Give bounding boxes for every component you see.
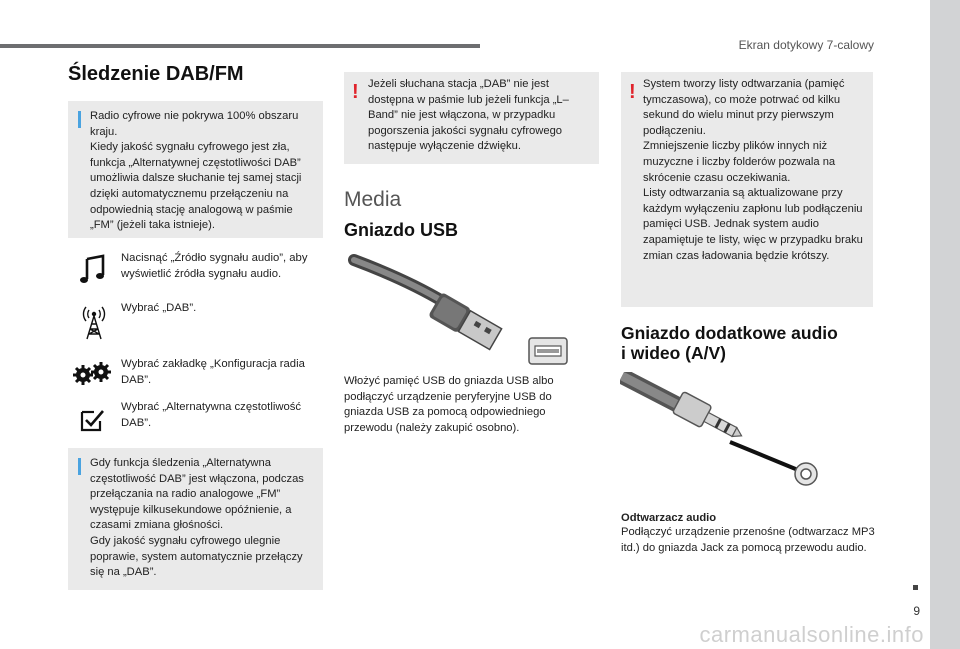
- step-dab-config: [76, 357, 326, 397]
- section-header: Ekran dotykowy 7-calowy: [738, 38, 874, 52]
- warning-text-dab: Jeżeli słuchana stacja „DAB” nie jest dostępna w paśmie lub jeżeli funkcja „L–Band” nie jest włączona, w przypadku pogorszenia jakości sygnału cyfrowego następuje wyłączenie dźwięku.: [368, 78, 569, 153]
- info-icon: [78, 111, 81, 128]
- checkbox-icon: [76, 402, 112, 438]
- step-dab: [76, 301, 326, 341]
- section-title-dab-fm: Śledzenie DAB/FM: [68, 63, 244, 85]
- page-dot: [913, 585, 918, 590]
- player-label: Odtwarzacz audio: [621, 512, 717, 524]
- warning-text-playlists: System tworzy listy odtwarzania (pamięć tymczasowa), co może potrwać od kilku sekund do wielu minut przy pierwszym podłączeniu. Zmniejszenie liczby plików innych niż muzyczne i liczby folderów pozwala na skrócenie czasu oczekiwania. Listy odtwarzania są aktualizowane przy każdym wyłączeniu zapłonu lub podłączeniu pamięci USB. Jednak system audio zapamiętuje te listy, więc w przypadku braku zmian czas ładowania będzie krótszy.: [643, 78, 863, 262]
- info-box-dab: [68, 101, 323, 238]
- step-audio-source: [76, 251, 326, 291]
- step-text: Wybrać zakładkę „Konfiguracja radia DAB”.: [121, 358, 305, 386]
- info-text-dab: Radio cyfrowe nie pokrywa 100% obszaru kraju. Kiedy jakość sygnału cyfrowego jest zła, funkcja „Alternatywnej częstotliwości DAB” umożliwia dalsze słuchanie tej samej stacji dzięki automatycznemu przełączeniu na odpowiednią stację analogową w paśmie „FM” (jeżeli taka istnieje).: [90, 110, 302, 232]
- info-text-tracking: Gdy funkcja śledzenia „Alternatywna częstotliwość DAB” jest włączona, podczas przełączania na radio analogowe „FM” występuje kilkusekundowe opóźnienie, a czasami zmiana głośności. Gdy jakość sygnału cyfrowego ulegnie poprawie, system automatycznie przełączy się na „DAB”.: [90, 457, 304, 579]
- usb-plug-illustration: [344, 250, 584, 370]
- warning-box-dab: [344, 72, 599, 164]
- step-text: Wybrać „DAB”.: [121, 302, 197, 314]
- info-icon: [78, 458, 81, 475]
- step-alt-frequency: [76, 400, 326, 440]
- section-title-media: Media: [344, 188, 402, 211]
- warning-icon: !: [352, 81, 359, 103]
- watermark: carmanualsonline.info: [699, 622, 924, 647]
- step-text: Wybrać „Alternatywna częstotliwość DAB”.: [121, 401, 302, 429]
- music-note-icon: [76, 251, 112, 287]
- jack-plug-illustration: [620, 372, 860, 502]
- section-title-av: Gniazdo dodatkowe audio i wideo (A/V): [621, 323, 838, 363]
- page-number: 9: [913, 604, 920, 618]
- usb-text: Włożyć pamięć USB do gniazda USB albo podłączyć urządzenie peryferyjne USB do gniazda USB za pomocą odpowiedniego przewodu (należy zakupić osobno).: [344, 375, 554, 434]
- side-strip: [930, 0, 960, 649]
- info-box-tracking: [68, 448, 323, 590]
- warning-box-playlists: [621, 72, 873, 307]
- section-title-usb: Gniazdo USB: [344, 220, 459, 240]
- step-text: Nacisnąć „Źródło sygnału audio”, aby wyświetlić źródła sygnału audio.: [121, 252, 308, 280]
- antenna-icon: [76, 305, 112, 341]
- top-rule: [0, 44, 480, 48]
- player-text: Podłączyć urządzenie przenośne (odtwarzacz MP3 itd.) do gniazda Jack za pomocą przewodu audio.: [621, 526, 875, 554]
- gears-icon: [72, 357, 112, 393]
- warning-icon: !: [629, 81, 636, 103]
